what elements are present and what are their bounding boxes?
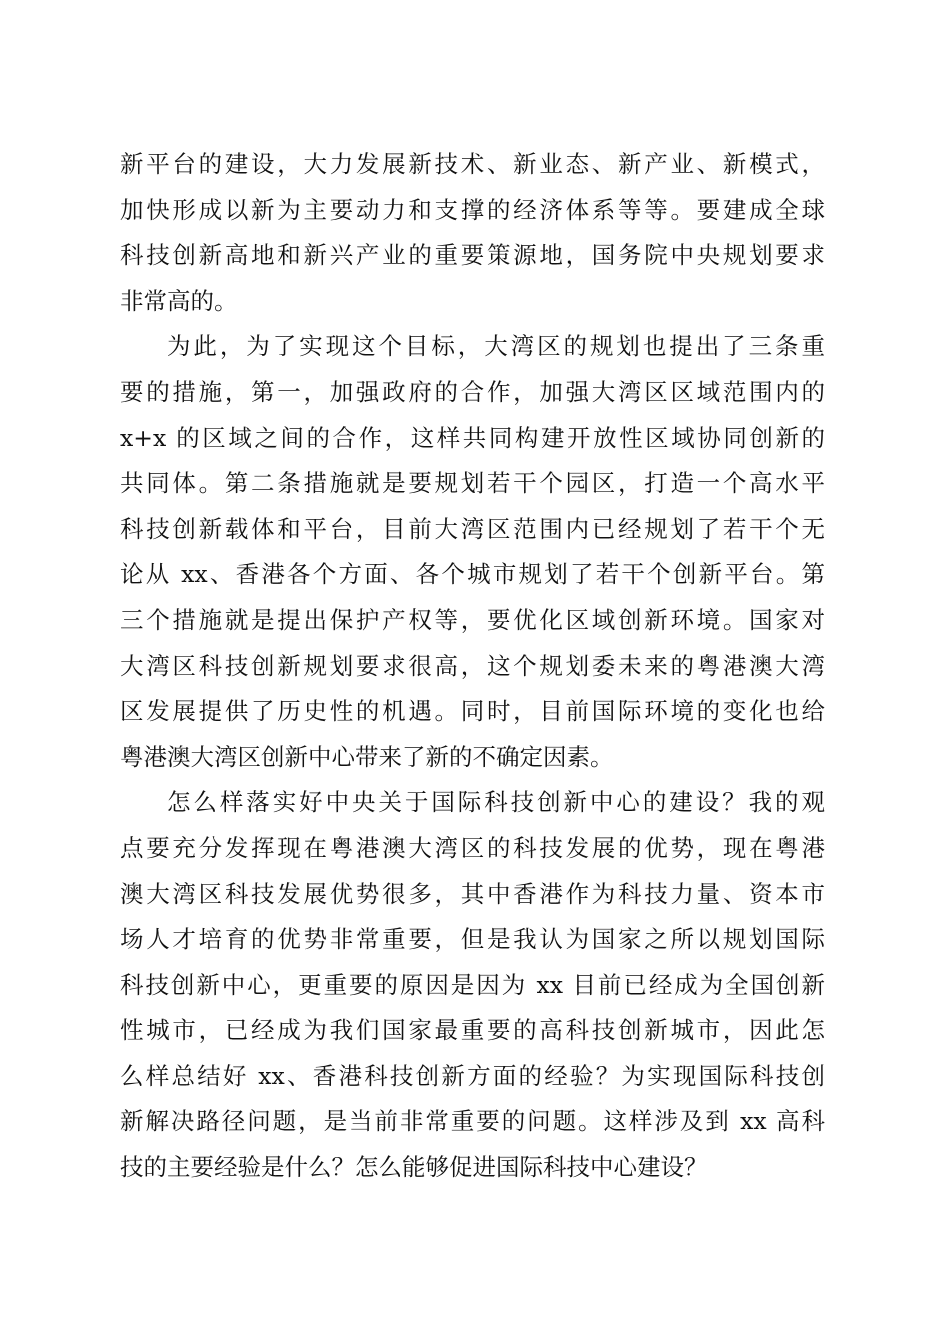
text-line: 技的主要经验是什么？怎么能够促进国际科技中心建设？ [120, 1153, 708, 1182]
text-line: 怎么样落实好中央关于国际科技创新中心的建设？我的观 [167, 788, 825, 817]
text-line: 新平台的建设，大力发展新技术、新业态、新产业、新模式， [120, 150, 825, 178]
text-line: 澳大湾区科技发展优势很多，其中香港作为科技力量、资本市 [120, 879, 825, 908]
text-line: 科技创新载体和平台，目前大湾区范围内已经规划了若干个无 [120, 514, 825, 543]
text-line: 区发展提供了历史性的机遇。同时，目前国际环境的变化也给 [120, 697, 825, 726]
text-line: 么样总结好 xx、香港科技创新方面的经验？为实现国际科技创 [120, 1061, 825, 1090]
text-line: 新解决路径问题，是当前非常重要的问题。这样涉及到 xx 高科 [120, 1107, 825, 1136]
text-line: 点要充分发挥现在粤港澳大湾区的科技发展的优势，现在粤港 [120, 833, 825, 862]
text-line: 论从 xx、香港各个方面、各个城市规划了若干个创新平台。第 [120, 560, 825, 589]
text-line: 加快形成以新为主要动力和支撑的经济体系等等。要建成全球 [120, 195, 825, 224]
paragraph-3 [120, 780, 825, 1190]
text-line: 科技创新高地和新兴产业的重要策源地，国务院中央规划要求 [120, 241, 825, 270]
text-line: 为此，为了实现这个目标，大湾区的规划也提出了三条重 [167, 332, 825, 361]
text-line: 共同体。第二条措施就是要规划若干个园区，打造一个高水平 [120, 469, 825, 498]
text-line: 科技创新中心，更重要的原因是因为 xx 目前已经成为全国创新 [120, 970, 825, 999]
text-line: 粤港澳大湾区创新中心带来了新的不确定因素。 [120, 742, 614, 771]
text-line: x+x 的区域之间的合作，这样共同构建开放性区域协同创新的 [120, 423, 825, 452]
paragraph-1 [120, 142, 825, 324]
document-body [120, 142, 825, 1191]
text-line: 非常高的。 [120, 286, 238, 315]
text-line: 场人才培育的优势非常重要，但是我认为国家之所以规划国际 [120, 925, 825, 954]
paragraph-2 [120, 324, 825, 780]
text-line: 性城市，已经成为我们国家最重要的高科技创新城市，因此怎 [120, 1016, 825, 1045]
text-line: 大湾区科技创新规划要求很高，这个规划委未来的粤港澳大湾 [120, 651, 825, 680]
text-line: 要的措施，第一，加强政府的合作，加强大湾区区域范围内的 [120, 377, 825, 406]
text-line: 三个措施就是提出保护产权等，要优化区域创新环境。国家对 [120, 605, 825, 634]
